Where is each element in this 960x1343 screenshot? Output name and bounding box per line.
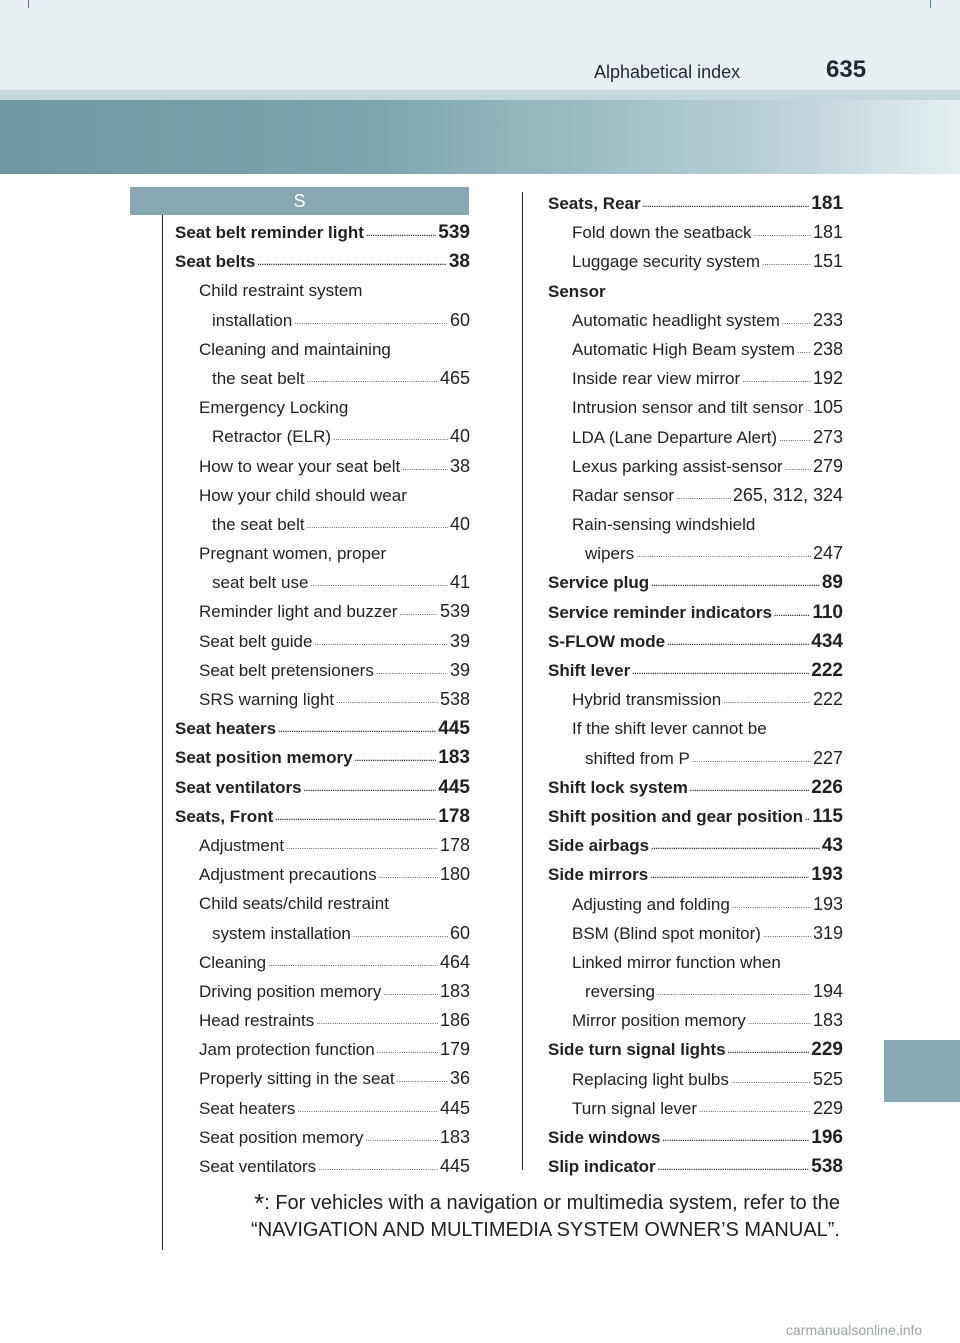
leader-dots — [692, 744, 811, 762]
entry-text: Seat heaters — [199, 1098, 296, 1118]
entry-page-number[interactable]: 229 — [811, 1039, 843, 1061]
entry-page-number[interactable]: 193 — [812, 893, 843, 914]
index-subentry[interactable] — [175, 919, 470, 948]
entry-text: S-FLOW mode — [548, 631, 666, 651]
leader-dots — [632, 656, 809, 674]
leader-dots — [304, 773, 437, 791]
leader-dots — [397, 1064, 448, 1082]
index-entry[interactable] — [548, 802, 843, 831]
entry-text: Seat position memory — [199, 1127, 364, 1147]
index-subentry[interactable] — [175, 1035, 470, 1064]
entry-page-number[interactable]: 39 — [449, 659, 470, 680]
entry-text: Automatic headlight system — [572, 310, 780, 330]
leader-dots — [257, 247, 447, 265]
index-subentry[interactable] — [175, 1006, 470, 1035]
crop-mark-left — [28, 0, 29, 8]
leader-dots — [667, 627, 809, 645]
entry-text: Cleaning and maintaining — [199, 339, 391, 359]
entry-page-number[interactable]: 539 — [438, 222, 470, 243]
entry-text: Service reminder indicators — [548, 602, 772, 622]
index-entry[interactable] — [548, 831, 843, 860]
entry-text: Pregnant women, proper — [199, 544, 387, 564]
entry-page-number[interactable]: 60 — [449, 309, 470, 330]
leader-dots — [379, 860, 438, 878]
entry-page-number[interactable]: 538 — [439, 689, 470, 709]
leader-dots — [353, 919, 448, 937]
entry-page-number[interactable]: 445 — [439, 1097, 470, 1118]
index-subentry[interactable] — [175, 831, 470, 860]
index-subentry[interactable] — [548, 481, 843, 510]
index-subentry[interactable] — [175, 627, 470, 656]
index-subentry[interactable] — [548, 1006, 843, 1035]
entry-text: Seat belt pretensioners — [199, 660, 374, 680]
index-entry[interactable] — [175, 247, 470, 276]
entry-text: Emergency Locking — [199, 398, 349, 418]
entry-text: Seats, Rear — [548, 194, 641, 213]
leader-dots — [754, 218, 811, 236]
entry-text: Seat heaters — [175, 719, 277, 739]
index-subentry[interactable] — [175, 1123, 470, 1152]
leader-dots — [782, 306, 811, 324]
leader-dots — [732, 890, 811, 908]
entry-text: Side airbags — [548, 836, 650, 856]
leader-dots — [268, 948, 438, 966]
leader-dots — [286, 831, 438, 849]
entry-page-number[interactable]: 233 — [812, 309, 843, 330]
index-entry[interactable] — [548, 1123, 843, 1152]
entry-text: Rain-sensing windshield — [572, 515, 756, 535]
leader-dots — [278, 714, 436, 732]
index-subentry[interactable] — [175, 977, 470, 1006]
leader-dots — [651, 568, 820, 586]
index-entry[interactable] — [548, 860, 843, 889]
index-entry[interactable] — [548, 568, 843, 597]
index-subentry[interactable] — [548, 1094, 843, 1123]
entry-page-number[interactable]: 227 — [812, 747, 843, 768]
index-subentry — [548, 948, 843, 977]
index-subentry[interactable] — [175, 860, 470, 889]
entry-text: Slip indicator — [548, 1157, 656, 1177]
index-subentry[interactable] — [175, 685, 470, 714]
index-subentry[interactable] — [175, 452, 470, 481]
leader-dots — [728, 1035, 810, 1053]
entry-text: Shift lever — [548, 661, 631, 680]
entry-page-number[interactable]: 265, 312, 324 — [732, 484, 843, 505]
entry-text: SRS warning light — [199, 690, 335, 709]
index-subentry[interactable] — [175, 422, 470, 451]
entry-text: Automatic High Beam system — [572, 339, 795, 359]
entry-text: How to wear your seat belt — [199, 456, 401, 476]
entry-page-number[interactable]: 445 — [439, 1156, 470, 1176]
entry-page-number[interactable]: 186 — [439, 1010, 470, 1031]
entry-page-number[interactable]: 43 — [821, 835, 843, 857]
leader-dots — [643, 189, 810, 207]
entry-text: Radar sensor — [572, 485, 675, 505]
index-entry[interactable] — [548, 656, 843, 685]
leader-dots — [748, 1006, 811, 1024]
leader-dots — [805, 802, 810, 820]
entry-page-number[interactable]: 183 — [438, 747, 470, 769]
entry-page-number[interactable]: 222 — [811, 660, 843, 681]
index-entry[interactable] — [175, 773, 470, 802]
entry-page-number[interactable]: 39 — [449, 630, 470, 651]
index-subentry — [175, 335, 470, 364]
entry-text: Intrusion sensor and tilt sensor — [572, 398, 804, 418]
leader-dots — [676, 481, 731, 499]
entry-text: Adjustment — [199, 835, 285, 855]
entry-text: Sensor — [548, 281, 606, 301]
entry-page-number[interactable]: 105 — [812, 397, 843, 418]
leader-dots — [731, 1065, 811, 1083]
index-subentry[interactable] — [548, 1065, 843, 1094]
index-subentry[interactable] — [548, 423, 843, 452]
leader-dots — [774, 598, 810, 616]
entry-text: Side turn signal lights — [548, 1040, 726, 1060]
entry-text: Shift position and gear position — [548, 806, 803, 826]
leader-dots — [294, 306, 448, 324]
index-entry[interactable] — [175, 743, 470, 772]
entry-page-number[interactable]: 40 — [449, 513, 470, 534]
entry-text: Seat position memory — [175, 748, 353, 768]
leader-dots — [650, 860, 809, 878]
entry-page-number[interactable]: 238 — [812, 338, 843, 359]
column-rule-left — [162, 215, 163, 1250]
entry-page-number[interactable]: 178 — [439, 834, 470, 855]
entry-page-number[interactable]: 273 — [812, 426, 843, 447]
page-number: 635 — [826, 56, 867, 83]
entry-page-number[interactable]: 36 — [449, 1068, 470, 1089]
entry-text: Side mirrors — [548, 865, 649, 885]
entry-page-number[interactable]: 180 — [439, 864, 470, 885]
entry-text: Hybrid transmission — [572, 690, 722, 710]
entry-page-number[interactable]: 178 — [438, 805, 470, 827]
index-subentry[interactable] — [548, 685, 843, 714]
entry-page-number[interactable]: 539 — [439, 601, 470, 622]
entry-text: Cleaning — [199, 952, 267, 972]
index-subentry — [175, 393, 470, 422]
page-title: Alphabetical index — [594, 62, 741, 82]
entry-text: shifted from P — [585, 748, 690, 768]
entry-page-number[interactable]: 60 — [449, 922, 470, 943]
index-subentry — [175, 481, 470, 510]
index-subentry[interactable] — [175, 1064, 470, 1093]
entry-text: installation — [212, 310, 293, 330]
entry-page-number[interactable]: 445 — [438, 718, 470, 740]
leader-dots — [785, 452, 811, 470]
entry-text: the seat belt — [212, 514, 305, 534]
entry-page-number[interactable]: 181 — [811, 193, 843, 214]
leader-dots — [658, 1152, 810, 1170]
entry-text: Jam protection function — [199, 1040, 375, 1060]
index-column-right — [548, 189, 843, 1181]
index-subentry[interactable] — [175, 656, 470, 685]
entry-page-number[interactable]: 38 — [448, 251, 470, 273]
entry-text: system installation — [212, 923, 351, 943]
index-entry — [548, 277, 843, 306]
index-entry[interactable] — [175, 218, 470, 247]
leader-dots — [355, 743, 437, 761]
entry-page-number[interactable]: 41 — [449, 572, 470, 593]
entry-text: Seat belt guide — [199, 631, 313, 651]
leader-dots — [690, 773, 809, 791]
entry-text: Properly sitting in the seat — [199, 1069, 395, 1089]
leader-dots — [779, 423, 811, 441]
footnote — [200, 1190, 840, 1244]
entry-page-number[interactable]: 464 — [439, 951, 470, 972]
entry-text: Driving position memory — [199, 981, 382, 1001]
entry-text: Reminder light and buzzer — [199, 602, 398, 622]
entry-text: Seat belts — [175, 252, 256, 272]
index-subentry[interactable] — [548, 247, 843, 276]
entry-page-number[interactable]: 181 — [812, 222, 843, 243]
index-subentry[interactable] — [175, 510, 470, 539]
leader-dots — [333, 422, 448, 440]
leader-dots — [636, 539, 811, 557]
entry-page-number[interactable]: 40 — [449, 426, 470, 447]
index-subentry — [548, 714, 843, 743]
index-subentry[interactable] — [175, 306, 470, 335]
leader-dots — [723, 685, 811, 703]
entry-page-number[interactable]: 525 — [812, 1068, 843, 1089]
leader-dots — [307, 364, 438, 382]
index-subentry[interactable] — [548, 539, 843, 568]
entry-page-number[interactable]: 183 — [439, 1126, 470, 1147]
index-entry[interactable] — [548, 773, 843, 802]
entry-text: Inside rear view mirror — [572, 369, 741, 389]
entry-text: Child restraint system — [199, 281, 363, 301]
footnote-line-2: “NAVIGATION AND MULTIMEDIA SYSTEM OWNER’S MANUAL”. — [251, 1219, 840, 1241]
leader-dots — [310, 568, 448, 586]
chapter-thumb-tab[interactable] — [884, 1040, 960, 1102]
entry-text: Turn signal lever — [572, 1098, 698, 1118]
entry-text: LDA (Lane Departure Alert) — [572, 427, 778, 447]
index-subentry[interactable] — [548, 393, 843, 422]
entry-page-number[interactable]: 89 — [821, 572, 843, 594]
index-subentry[interactable] — [175, 597, 470, 626]
entry-text: Linked mirror function when — [572, 952, 781, 972]
index-subentry[interactable] — [175, 364, 470, 393]
leader-dots — [763, 919, 811, 937]
leader-dots — [366, 218, 436, 236]
entry-page-number[interactable]: 445 — [438, 776, 470, 798]
index-subentry[interactable] — [175, 1094, 470, 1123]
entry-text: Seat belt reminder light — [175, 223, 364, 242]
entry-text: Fold down the seatback — [572, 223, 752, 243]
leader-dots — [307, 510, 448, 528]
entry-text: How your child should wear — [199, 485, 407, 505]
leader-dots — [336, 685, 438, 703]
index-subentry[interactable] — [548, 890, 843, 919]
entry-page-number[interactable]: 110 — [812, 601, 843, 623]
leader-dots — [376, 656, 448, 674]
entry-text: BSM (Blind spot monitor) — [572, 923, 761, 943]
index-subentry[interactable] — [175, 568, 470, 597]
crop-mark-right — [930, 0, 931, 8]
leader-dots — [365, 1123, 438, 1141]
entry-page-number[interactable]: 196 — [811, 1127, 843, 1148]
entry-text: Seat ventilators — [199, 1157, 317, 1176]
index-entry[interactable] — [548, 189, 843, 218]
entry-text: Seats, Front — [175, 806, 274, 826]
entry-text: Lexus parking assist-sensor — [572, 456, 783, 476]
index-entry[interactable] — [548, 598, 843, 627]
leader-dots — [657, 977, 811, 995]
index-subentry[interactable] — [175, 1152, 470, 1181]
entry-text: the seat belt — [212, 368, 305, 388]
entry-page-number[interactable]: 222 — [812, 689, 843, 710]
entry-page-number[interactable]: 226 — [811, 776, 843, 798]
entry-text: wipers — [585, 544, 635, 564]
footnote-star: * — [254, 1188, 265, 1218]
leader-dots — [314, 627, 448, 645]
index-subentry[interactable] — [548, 306, 843, 335]
entry-text: If the shift lever cannot be — [572, 719, 767, 739]
entry-text: Shift lock system — [548, 777, 688, 797]
entry-page-number[interactable]: 279 — [812, 455, 843, 476]
leader-dots — [383, 977, 438, 995]
chapter-banner — [0, 100, 960, 174]
entry-page-number[interactable]: 115 — [812, 805, 843, 827]
leader-dots — [399, 597, 438, 615]
entry-page-number[interactable]: 319 — [812, 922, 843, 943]
entry-text: Seat ventilators — [175, 777, 302, 797]
leader-dots — [316, 1006, 438, 1024]
index-entry[interactable] — [175, 802, 470, 831]
entry-page-number[interactable]: 193 — [811, 864, 843, 886]
footnote-line-1: : For vehicles with a navigation or multimedia system, refer to the — [264, 1192, 840, 1214]
index-subentry[interactable] — [548, 744, 843, 773]
entry-page-number[interactable]: 434 — [811, 630, 843, 652]
index-entry[interactable] — [548, 1152, 843, 1181]
index-subentry[interactable] — [548, 919, 843, 948]
leader-dots — [318, 1152, 438, 1170]
entry-page-number[interactable]: 194 — [812, 981, 843, 1002]
entry-page-number[interactable]: 183 — [439, 980, 470, 1001]
header-strip — [0, 0, 960, 90]
entry-page-number[interactable]: 247 — [812, 543, 843, 564]
index-entry[interactable] — [548, 627, 843, 656]
index-subentry — [548, 510, 843, 539]
index-entry[interactable] — [175, 714, 470, 743]
index-subentry[interactable] — [548, 218, 843, 247]
entry-text: Side windows — [548, 1128, 661, 1147]
entry-page-number[interactable]: 192 — [812, 368, 843, 389]
leader-dots — [275, 802, 436, 820]
leader-dots — [762, 247, 811, 265]
entry-text: reversing — [585, 982, 655, 1002]
section-letter-header: S — [130, 187, 469, 215]
entry-page-number[interactable]: 183 — [812, 1010, 843, 1031]
leader-dots — [662, 1123, 809, 1141]
entry-text: Head restraints — [199, 1011, 315, 1031]
entry-text: Replacing light bulbs — [572, 1069, 729, 1089]
leader-dots — [651, 831, 820, 849]
entry-text: Service plug — [548, 573, 650, 593]
index-subentry[interactable] — [548, 364, 843, 393]
leader-dots — [742, 364, 811, 382]
index-subentry[interactable] — [548, 335, 843, 364]
leader-dots — [377, 1035, 438, 1053]
index-subentry — [175, 276, 470, 305]
watermark: carmanualsonline.info — [786, 1322, 923, 1338]
leader-dots — [402, 452, 448, 470]
entry-page-number[interactable]: 38 — [449, 455, 470, 476]
column-rule-right — [522, 192, 523, 1170]
entry-page-number[interactable]: 465 — [439, 367, 470, 388]
leader-dots — [699, 1094, 811, 1112]
index-subentry — [175, 539, 470, 568]
entry-text: Child seats/child restraint — [199, 894, 389, 914]
index-subentry[interactable] — [548, 452, 843, 481]
entry-text: Luggage security system — [572, 252, 761, 272]
entry-text: Adjustment precautions — [199, 865, 377, 885]
leader-dots — [797, 335, 811, 353]
entry-text: Retractor (ELR) — [212, 427, 332, 447]
entry-text: seat belt use — [212, 573, 309, 593]
entry-text: Mirror position memory — [572, 1011, 746, 1031]
index-subentry — [175, 889, 470, 918]
index-subentry[interactable] — [548, 977, 843, 1006]
entry-text: Adjusting and folding — [572, 894, 730, 914]
index-column-left — [175, 218, 470, 1181]
index-entry[interactable] — [548, 1035, 843, 1064]
entry-page-number[interactable]: 538 — [811, 1156, 843, 1178]
index-subentry[interactable] — [175, 948, 470, 977]
entry-page-number[interactable]: 179 — [439, 1039, 470, 1060]
entry-page-number[interactable]: 229 — [812, 1097, 843, 1118]
leader-dots — [297, 1094, 438, 1112]
leader-dots — [806, 393, 811, 411]
entry-page-number[interactable]: 151 — [812, 251, 843, 272]
